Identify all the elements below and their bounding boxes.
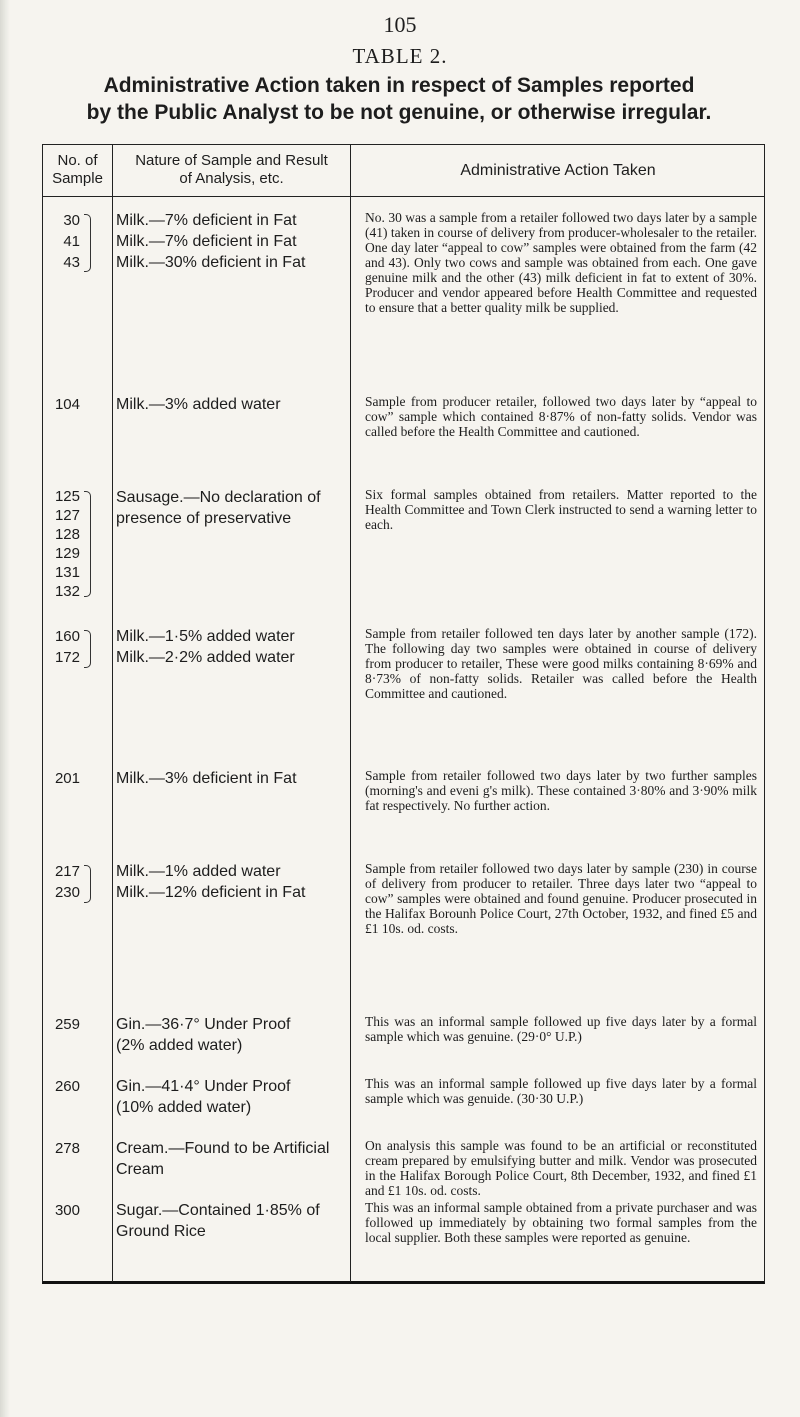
sample-nature — [116, 626, 346, 668]
grouping-brace — [84, 630, 91, 668]
nature-line: presence of preservative — [116, 510, 292, 527]
grouping-brace — [84, 491, 91, 597]
column-divider — [350, 144, 351, 1282]
sample-number: 160 — [54, 628, 80, 645]
nature-line: Cream.—Found to be Artificial — [116, 1140, 330, 1157]
administrative-action: Six formal samples obtained from retailers. Matter reported to the Health Committee and Town Clerk instructed to send a warning letter to each. — [365, 487, 757, 532]
sample-nature — [116, 1200, 346, 1242]
grouping-brace — [84, 214, 91, 272]
nature-line: Milk.—1·5% added water — [116, 628, 295, 645]
nature-line: Milk.—3% added water — [116, 396, 281, 413]
administrative-action: Sample from retailer followed two days later by sample (230) in course of delivery from producer to retailer. Three days later two “appeal to cow” samples were obtained and found genuine. Producer prosecuted in the Halifax Borounh Police Court, 27th October, 1932, and fined £5 and £1 10s. od. costs. — [365, 861, 757, 936]
header-text: Administrative Action Taken — [460, 162, 656, 179]
header-text: of Analysis, etc. — [179, 170, 284, 187]
header-nature-of-sample — [113, 152, 350, 188]
nature-line: Milk.—3% deficient in Fat — [116, 770, 297, 787]
sample-number: 131 — [54, 564, 80, 581]
table-heading — [4, 72, 794, 126]
sample-numbers — [42, 626, 80, 668]
nature-line: Gin.—41·4° Under Proof — [116, 1078, 291, 1095]
page-number: 105 — [383, 12, 417, 37]
sample-number: 41 — [63, 233, 80, 250]
nature-line: Milk.—12% deficient in Fat — [116, 884, 306, 901]
nature-line: Milk.—1% added water — [116, 863, 281, 880]
nature-line: Milk.—7% deficient in Fat — [116, 212, 297, 229]
column-divider — [112, 144, 113, 1282]
nature-line: Gin.—36·7° Under Proof — [116, 1016, 291, 1033]
sample-number: 230 — [54, 884, 80, 901]
administrative-action: Sample from retailer followed ten days later by another sample (172). The following day two samples were obtained in course of delivery from producer to retailer, These were good milks containing 8·69% and 8·73% of non-fatty solids. Retailer was called before the Health Committee and cautioned. — [365, 626, 757, 701]
administrative-action: This was an informal sample followed up five days later by a formal sample which was genuine. (29·0° U.P.) — [365, 1014, 757, 1044]
header-sample-number — [43, 152, 112, 188]
nature-line: Sugar.—Contained 1·85% of — [116, 1202, 320, 1219]
sample-nature — [116, 1076, 346, 1118]
sample-number: 104 — [54, 396, 80, 413]
sample-number: 278 — [54, 1140, 80, 1157]
sample-numbers — [42, 1076, 80, 1097]
administrative-action: This was an informal sample obtained from a private purchaser and was followed up immediately by obtaining two formal samples from the local supplier. Both these samples were reported as genuine. — [365, 1200, 757, 1245]
sample-number: 30 — [63, 212, 80, 229]
table-title: TABLE 2. — [352, 44, 448, 68]
sample-number: 217 — [54, 863, 80, 880]
administrative-action: Sample from retailer followed two days later by two further samples (morning's and eveni g's milk). These contained 3·80% and 3·90% milk fat respectively. No further action. — [365, 768, 757, 813]
sample-nature — [116, 1138, 346, 1180]
nature-line: (10% added water) — [116, 1099, 252, 1116]
sample-number: 125 — [54, 488, 80, 505]
nature-line: Ground Rice — [116, 1223, 206, 1240]
sample-number: 300 — [54, 1202, 80, 1219]
header-administrative-action — [351, 162, 765, 180]
header-text: Sample — [52, 170, 103, 187]
sample-number: 127 — [54, 507, 80, 524]
nature-line: Sausage.—No declaration of — [116, 489, 321, 506]
sample-number: 201 — [54, 770, 80, 787]
administrative-action: This was an informal sample followed up five days later by a formal sample which was genuide. (30·30 U.P.) — [365, 1076, 757, 1106]
page-edge-shadow — [0, 0, 10, 1417]
sample-numbers — [42, 1138, 80, 1159]
sample-number: 129 — [54, 545, 80, 562]
sample-number: 43 — [63, 254, 80, 271]
nature-line: Milk.—30% deficient in Fat — [116, 254, 306, 271]
header-text: Nature of Sample and Result — [135, 152, 328, 169]
sample-nature — [116, 487, 346, 529]
sample-numbers — [42, 210, 80, 273]
sample-nature — [116, 768, 346, 789]
nature-line: Cream — [116, 1161, 165, 1178]
nature-line: Milk.—2·2% added water — [116, 649, 295, 666]
header-divider — [42, 196, 765, 197]
sample-nature — [116, 1014, 346, 1056]
heading-line-2: by the Public Analyst to be not genuine, or otherwise irregular. — [86, 101, 712, 124]
sample-nature — [116, 861, 346, 903]
administrative-action: On analysis this sample was found to be an artificial or reconstituted cream prepared by emulsifying butter and milk. Vendor was prosecuted in the Halifax Borough Police Court, 8th December, 1932, and fined £1 and £1 10s. od. costs. — [365, 1138, 757, 1198]
sample-numbers — [42, 394, 80, 415]
sample-nature — [116, 394, 346, 415]
sample-number: 259 — [54, 1016, 80, 1033]
header-text: No. of — [57, 152, 98, 169]
nature-line: Milk.—7% deficient in Fat — [116, 233, 297, 250]
sample-number: 172 — [54, 649, 80, 666]
sample-numbers — [42, 861, 80, 903]
sample-number: 260 — [54, 1078, 80, 1095]
nature-line: (2% added water) — [116, 1037, 243, 1054]
sample-number: 128 — [54, 526, 80, 543]
sample-numbers — [42, 1200, 80, 1221]
sample-nature — [116, 210, 346, 273]
sample-numbers — [42, 1014, 80, 1035]
heading-line-1: Administrative Action taken in respect of Samples reported — [103, 74, 695, 97]
grouping-brace — [84, 865, 91, 903]
administrative-action: No. 30 was a sample from a retailer followed two days later by a sample (41) taken in course of delivery from producer-wholesaler to the retailer. One day later “appeal to cow” samples were obtained from the farm (42 and 43). Only two cows and sample was obtained from each. One gave genuine milk and the other (43) milk deficient in fat to extent of 30%. Producer and vendor appeared before Health Committee and requested to ensure that a better quality milk be supplied. — [365, 210, 757, 315]
sample-number: 132 — [54, 583, 80, 600]
administrative-action: Sample from producer retailer, followed two days later by “appeal to cow” sample which contained 8·87% of non-fatty solids. Vendor was called before the Health Committee and cautioned. — [365, 394, 757, 439]
sample-numbers — [42, 487, 80, 601]
sample-numbers — [42, 768, 80, 789]
